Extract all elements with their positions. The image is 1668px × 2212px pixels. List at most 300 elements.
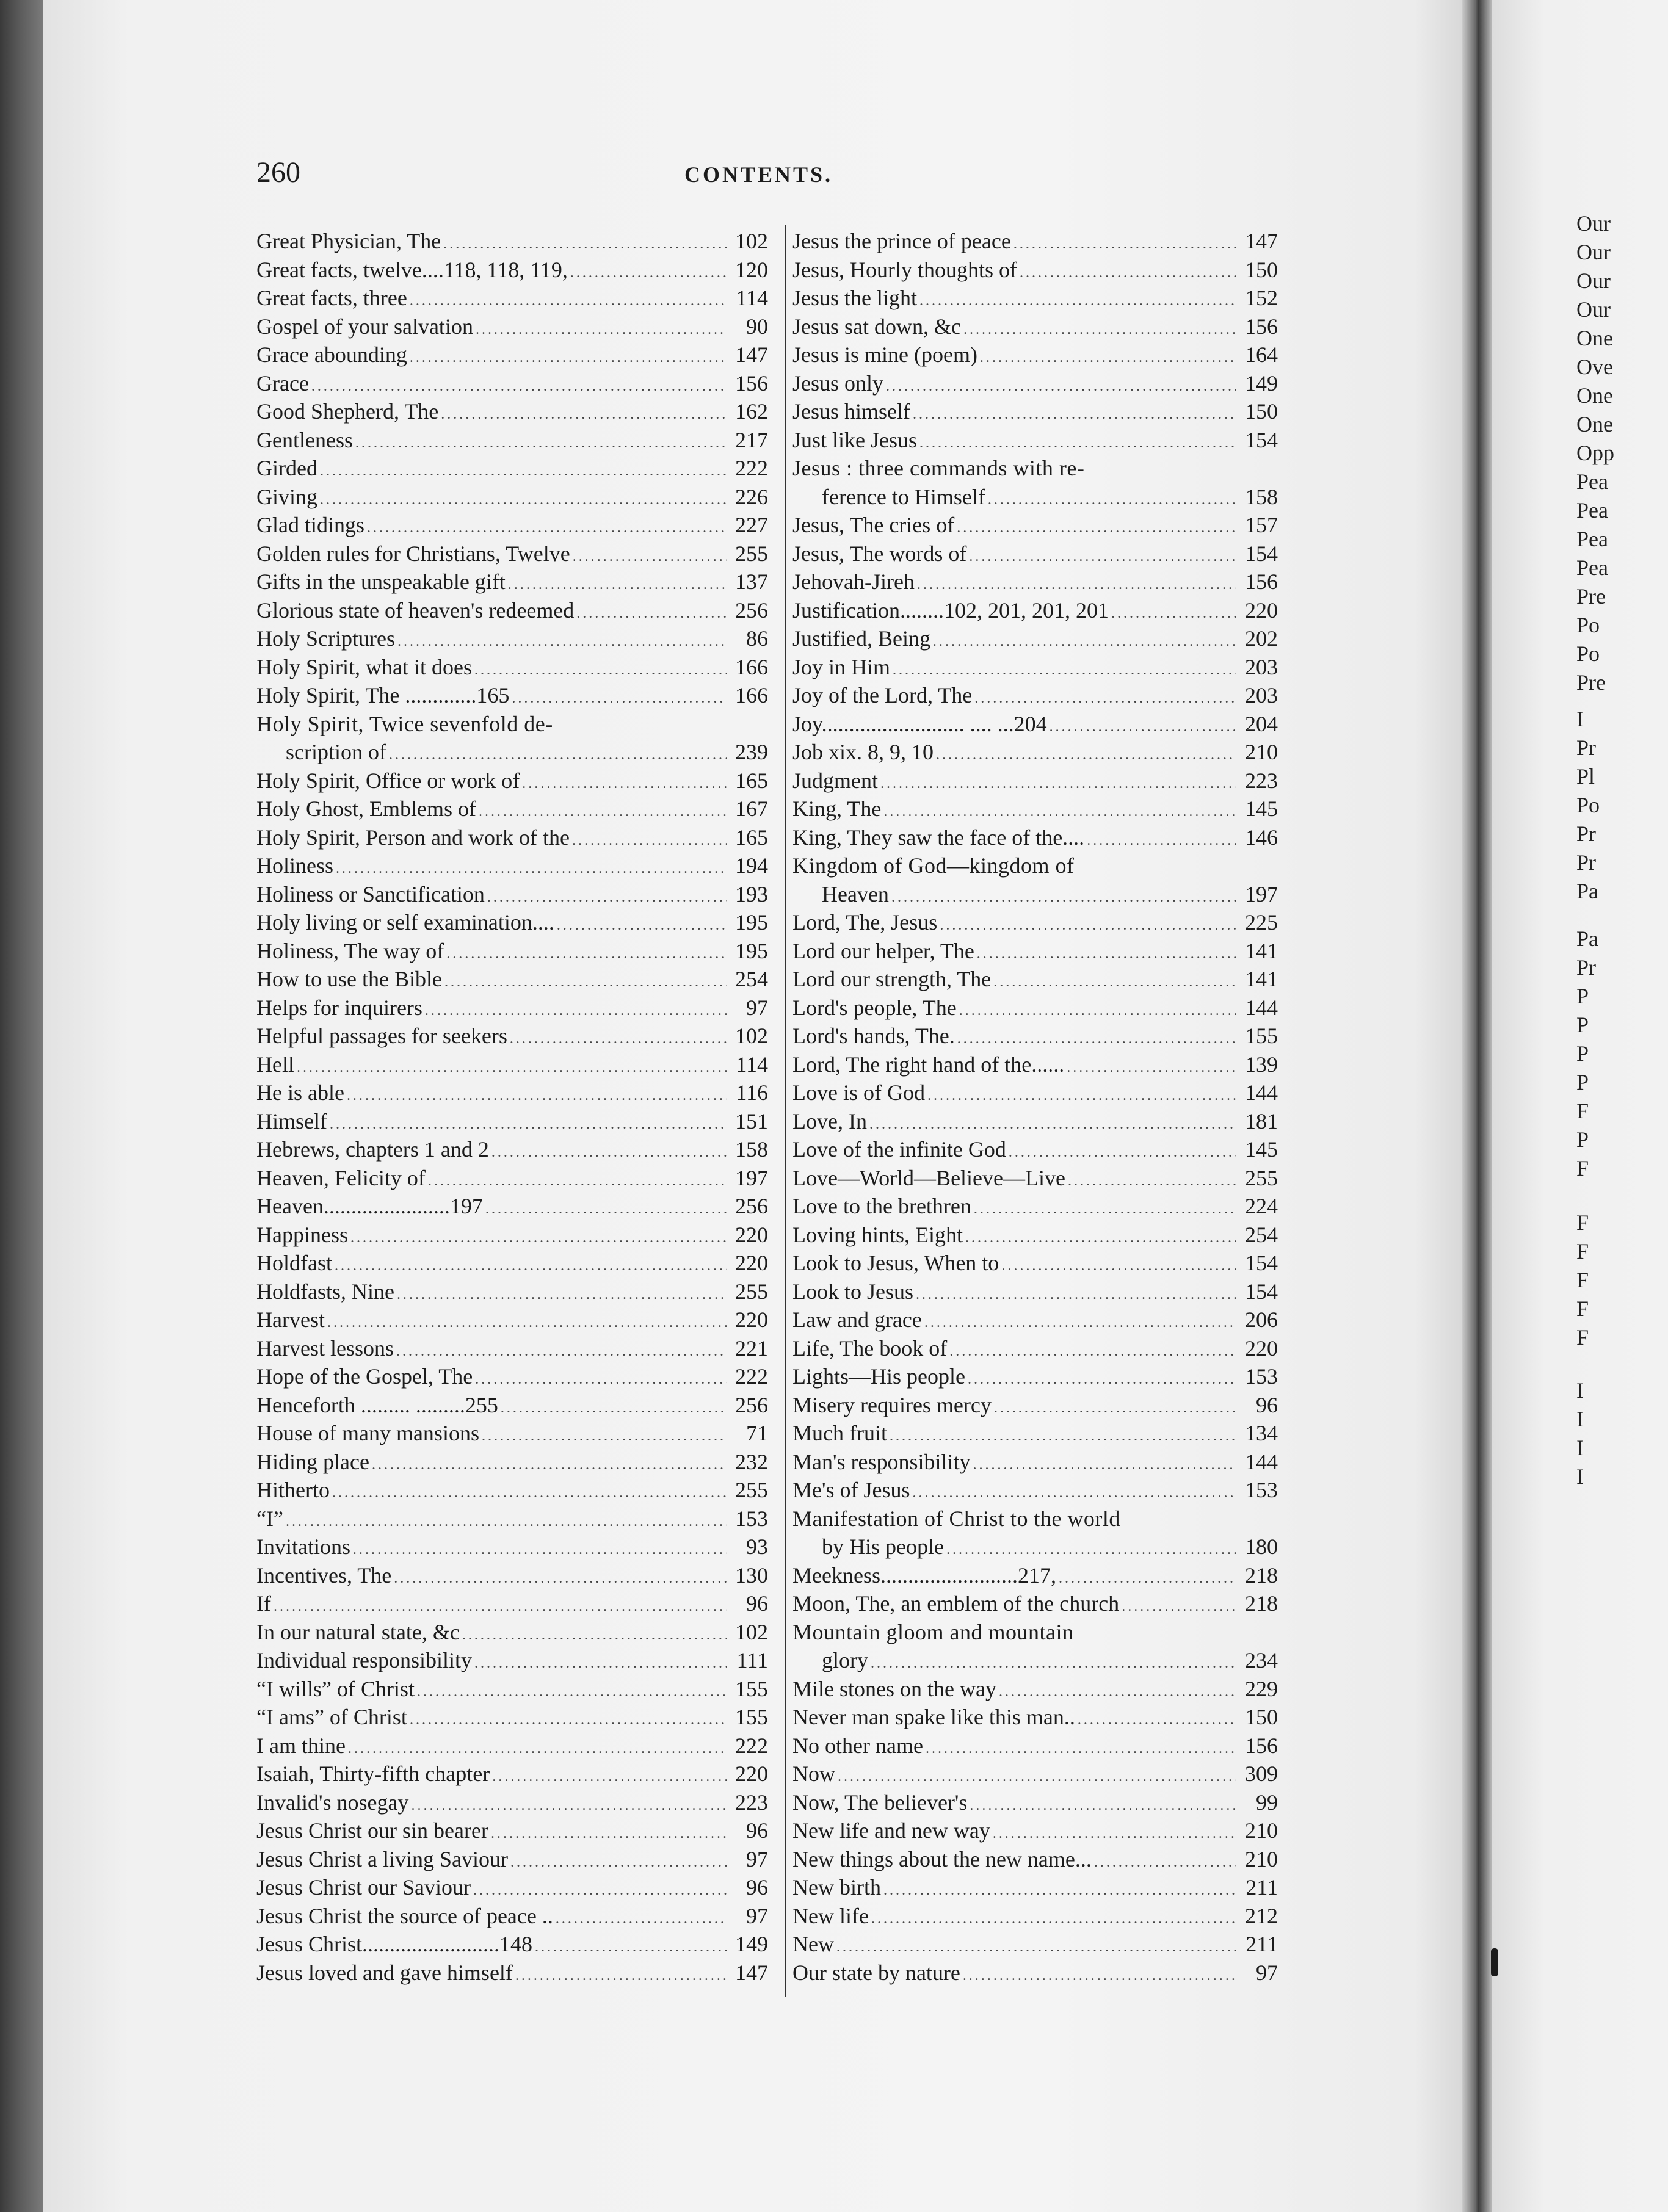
dot-leader [917, 571, 1236, 599]
facing-page-fragment: Pr [1576, 736, 1597, 760]
facing-page-fragment: Pr [1576, 955, 1597, 980]
entry-page-number: 137 [735, 569, 768, 594]
dot-leader [508, 571, 727, 599]
contents-entry [256, 1788, 768, 1817]
contents-entry [256, 256, 768, 284]
contents-entry [792, 1930, 1278, 1959]
entry-page-number: 202 [1245, 626, 1278, 651]
contents-entry [256, 596, 768, 625]
entry-page-number: 256 [735, 1194, 768, 1218]
entry-page-number: 158 [735, 1137, 768, 1162]
dot-leader [473, 1876, 727, 1905]
entry-title: Misery requires mercy [792, 1392, 992, 1417]
contents-entry [256, 1760, 768, 1788]
contents-entry [792, 540, 1278, 568]
entry-title: If [256, 1591, 271, 1616]
entry-page-number: 222 [735, 456, 768, 480]
entry-page-number: 99 [1256, 1790, 1278, 1815]
dot-leader [927, 1082, 1236, 1110]
entry-page-number: 256 [735, 1392, 768, 1417]
entry-page-number: 218 [1245, 1563, 1278, 1588]
contents-entry [256, 1107, 768, 1136]
entry-page-number: 220 [1245, 598, 1278, 623]
entry-page-number: 116 [736, 1080, 768, 1105]
contents-entry [792, 1845, 1278, 1874]
page-header [256, 156, 1261, 192]
contents-entry [256, 1703, 768, 1732]
entry-title: Justification........102, 201, 201, 201 [792, 598, 1109, 623]
entry-title: Holdfasts, Nine [256, 1279, 394, 1304]
entry-page-number: 153 [735, 1506, 768, 1531]
entry-page-number: 212 [1245, 1903, 1278, 1928]
dot-leader [974, 684, 1236, 713]
dot-leader [389, 741, 727, 770]
entry-title: Himself [256, 1108, 327, 1133]
contents-entry [256, 710, 768, 767]
facing-page-fragment: P [1576, 1041, 1589, 1066]
entry-page-number: 156 [1245, 569, 1278, 594]
entry-title: Golden rules for Christians, Twelve [256, 541, 570, 566]
entry-title: Love of the infinite God [792, 1137, 1006, 1162]
entry-title: Great facts, three [256, 286, 407, 310]
contents-entry [792, 426, 1278, 455]
entry-title: Loving hints, Eight [792, 1222, 963, 1247]
contents-entry [256, 1221, 768, 1249]
dot-leader [396, 1337, 727, 1366]
contents-entry [792, 1618, 1278, 1675]
entry-page-number: 147 [1245, 229, 1278, 253]
entry-page-number: 154 [1245, 1251, 1278, 1275]
dot-leader [994, 1394, 1236, 1423]
contents-entry [256, 1135, 768, 1164]
entry-title: Holy Spirit, Office or work of [256, 768, 520, 793]
entry-title: Judgment [792, 768, 878, 793]
contents-entry [792, 1959, 1278, 1987]
dot-leader [1009, 1138, 1236, 1167]
entry-page-number: 193 [735, 881, 768, 906]
contents-entry [792, 681, 1278, 710]
facing-page-fragment: F [1576, 1268, 1589, 1292]
entry-title-line: Jesus : three commands with re- [792, 456, 1085, 480]
dot-leader [926, 1735, 1236, 1763]
contents-entry [792, 1135, 1278, 1164]
entry-title: Jesus only [792, 370, 884, 396]
entry-title: Jesus is mine (poem) [792, 342, 977, 367]
entry-title-line: Holy Spirit, Twice sevenfold de- [256, 711, 553, 736]
entry-page-number: 229 [1245, 1676, 1278, 1701]
contents-entry [792, 994, 1278, 1022]
facing-page-fragment: Po [1576, 642, 1600, 666]
dot-leader [446, 940, 727, 969]
dot-leader [327, 1309, 727, 1337]
entry-page-number: 210 [1245, 1818, 1278, 1843]
entry-page-number: 97 [746, 1903, 768, 1928]
dot-leader [869, 1110, 1236, 1139]
contents-entry [256, 1845, 768, 1874]
contents-entry [256, 1448, 768, 1476]
entry-page-number: 255 [1245, 1165, 1278, 1190]
entry-title: Glorious state of heaven's redeemed [256, 598, 575, 623]
entry-title: Jesus Christ.........................148 [256, 1932, 533, 1956]
contents-entry [256, 1050, 768, 1079]
entry-title: Lord our helper, The [792, 938, 974, 963]
entry-title: Job xix. 8, 9, 10 [792, 740, 934, 764]
entry-title: Good Shepherd, The [256, 399, 439, 424]
entry-page-number: 96 [1256, 1392, 1278, 1417]
entry-title: Joy.......................... .... ...204 [792, 711, 1047, 736]
contents-entry [792, 823, 1278, 852]
entry-page-number: 96 [746, 1818, 768, 1843]
entry-page-number: 195 [735, 910, 768, 934]
dot-leader [883, 798, 1236, 826]
entry-page-number: 97 [1256, 1960, 1278, 1985]
contents-entry [256, 767, 768, 795]
facing-page-fragment: F [1576, 1239, 1589, 1263]
dot-leader [973, 1451, 1236, 1480]
contents-entry [256, 1646, 768, 1675]
entry-page-number: 130 [735, 1563, 768, 1588]
entry-title-line: Mountain gloom and mountain [792, 1619, 1074, 1644]
entry-page-number: 206 [1245, 1307, 1278, 1332]
contents-entry [256, 851, 768, 880]
contents-entry [256, 1419, 768, 1448]
entry-title: Heaven.......................197 [256, 1194, 483, 1218]
entry-page-number: 157 [1245, 513, 1278, 537]
contents-entry [256, 994, 768, 1022]
entry-title: How to use the Bible [256, 967, 442, 991]
contents-entry [256, 965, 768, 994]
entry-page-number: 155 [735, 1705, 768, 1729]
contents-entry [256, 1533, 768, 1561]
entry-page-number: 150 [1245, 1705, 1278, 1729]
entry-title: Girded [256, 456, 317, 480]
contents-entry [256, 227, 768, 256]
dot-leader [890, 1422, 1236, 1451]
contents-entry [256, 1192, 768, 1221]
entry-title: In our natural state, &c [256, 1619, 460, 1644]
contents-entry [256, 653, 768, 682]
entry-page-number: 97 [746, 1846, 768, 1871]
entry-page-number: 180 [1245, 1534, 1278, 1559]
contents-entry [256, 1022, 768, 1050]
contents-entry [256, 1079, 768, 1107]
entry-title: Isaiah, Thirty-fifth chapter [256, 1762, 490, 1786]
dot-leader [893, 656, 1236, 685]
contents-entry [792, 1675, 1278, 1704]
contents-entry [256, 511, 768, 540]
contents-entry [256, 313, 768, 341]
entry-page-number: 226 [735, 484, 768, 509]
dot-leader [485, 1195, 727, 1224]
entry-page-number: 86 [746, 626, 768, 651]
contents-entry [792, 284, 1278, 313]
contents-entry [792, 937, 1278, 966]
contents-entry [792, 851, 1278, 908]
entry-page-number: 162 [735, 399, 768, 424]
entry-page-number: 166 [735, 683, 768, 707]
entry-title: He is able [256, 1080, 344, 1105]
entry-title: Great Physician, The [256, 229, 441, 253]
facing-page-fragment: I [1576, 707, 1584, 731]
entry-title: Jehovah-Jireh [792, 569, 915, 594]
dot-leader [924, 1309, 1236, 1337]
contents-entry [256, 483, 768, 511]
dot-leader [570, 259, 727, 287]
entry-page-number: 102 [735, 1619, 768, 1644]
dot-leader [487, 883, 727, 912]
contents-entry [792, 767, 1278, 795]
entry-title: Look to Jesus [792, 1279, 913, 1304]
dot-leader [572, 826, 727, 855]
contents-entry [256, 624, 768, 653]
dot-leader [969, 543, 1236, 571]
entry-title: Henceforth ......... .........255 [256, 1392, 498, 1417]
entry-title: Gentleness [256, 427, 353, 452]
dot-leader [367, 514, 727, 543]
entry-title: Gospel of your salvation [256, 314, 473, 339]
entry-title: Love to the brethren [792, 1194, 971, 1218]
entry-page-number: 255 [735, 541, 768, 566]
entry-title: Invitations [256, 1534, 350, 1559]
entry-title: Never man spake like this man.. [792, 1705, 1075, 1729]
entry-page-number: 152 [1245, 286, 1278, 310]
dot-leader [492, 1763, 727, 1791]
entry-title: Individual responsibility [256, 1648, 472, 1672]
entry-page-number: 227 [735, 513, 768, 537]
entry-page-number: 144 [1245, 1449, 1278, 1474]
contents-entry [792, 1306, 1278, 1334]
dot-leader [1067, 1054, 1236, 1082]
contents-entry [256, 1561, 768, 1590]
page-number: 260 [256, 156, 300, 189]
contents-right-column [792, 227, 1278, 1987]
entry-title: Holiness [256, 853, 333, 878]
entry-page-number: 139 [1245, 1052, 1278, 1077]
book-edge [0, 0, 43, 2212]
entry-title: Heaven [822, 881, 889, 906]
facing-page-fragment: P [1576, 1127, 1589, 1152]
book-gutter [1462, 0, 1492, 2212]
contents-entry [256, 397, 768, 426]
dot-leader [999, 1678, 1236, 1707]
entry-page-number: 141 [1245, 967, 1278, 991]
entry-title: Harvest [256, 1307, 325, 1332]
facing-page-fragment: Pa [1576, 879, 1598, 903]
entry-title: Holdfast [256, 1251, 332, 1275]
entry-title: Harvest lessons [256, 1336, 394, 1361]
facing-page-fragment: P [1576, 1070, 1589, 1094]
dot-leader [557, 911, 727, 940]
entry-page-number: 220 [735, 1222, 768, 1247]
facing-page-fragment: Our [1576, 297, 1611, 322]
facing-page-fragment: P [1576, 1013, 1589, 1037]
dot-leader [347, 1082, 727, 1110]
entry-title: Much fruit [792, 1421, 887, 1445]
dot-leader [510, 1025, 727, 1054]
contents-entry [792, 1448, 1278, 1476]
entry-title: Lord, The, Jesus [792, 910, 938, 934]
dot-leader [1059, 1564, 1236, 1593]
entry-title: Heaven, Felicity of [256, 1165, 426, 1190]
facing-page-fragment: Our [1576, 269, 1611, 293]
contents-entry [256, 1618, 768, 1647]
entry-page-number: 223 [735, 1790, 768, 1815]
dot-leader [946, 1536, 1236, 1564]
dot-leader [963, 316, 1236, 344]
facing-page-fragment: Pea [1576, 527, 1608, 551]
contents-entry [792, 1079, 1278, 1107]
contents-entry [256, 908, 768, 937]
dot-leader [417, 1678, 727, 1707]
facing-page-fragment: Po [1576, 613, 1600, 637]
dot-leader [933, 627, 1236, 656]
contents-entry [792, 1505, 1278, 1561]
entry-page-number: 155 [1245, 1024, 1278, 1048]
entry-title: Lord's people, The [792, 995, 957, 1020]
contents-entry [792, 256, 1278, 284]
entry-page-number: 197 [735, 1165, 768, 1190]
entry-page-number: 210 [1245, 740, 1278, 764]
facing-page-fragment: One [1576, 383, 1613, 408]
entry-page-number: 114 [736, 286, 768, 310]
dot-leader [968, 1365, 1236, 1394]
entry-page-number: 156 [1245, 1733, 1278, 1758]
facing-page-fragment: I [1576, 1407, 1584, 1431]
entry-title: Holy living or self examination.... [256, 910, 554, 934]
running-head: CONTENTS. [684, 162, 833, 187]
dot-leader [397, 627, 727, 656]
entry-title: Holy Spirit, Person and work of the [256, 825, 570, 850]
entry-page-number: 254 [735, 967, 768, 991]
dot-leader [512, 684, 727, 713]
contents-entry [792, 397, 1278, 426]
dot-leader [428, 1167, 727, 1196]
entry-title: New things about the new name... [792, 1846, 1092, 1871]
facing-page-fragment: Pr [1576, 822, 1597, 846]
dot-leader [919, 287, 1236, 316]
dot-leader [573, 543, 727, 571]
entry-title: New birth [792, 1875, 881, 1899]
dot-leader [491, 1820, 727, 1848]
dot-leader [476, 316, 727, 344]
contents-entry [256, 1334, 768, 1363]
dot-leader [957, 1025, 1236, 1054]
dot-leader [462, 1621, 727, 1650]
contents-entry [792, 653, 1278, 682]
dot-leader [836, 1933, 1236, 1962]
contents-entry [792, 1221, 1278, 1249]
dot-leader [474, 1649, 727, 1678]
dot-leader [474, 656, 727, 685]
dot-leader [988, 486, 1236, 515]
entry-page-number: 156 [735, 370, 768, 396]
dot-leader [871, 1905, 1236, 1934]
contents-entry [792, 1703, 1278, 1732]
contents-entry [792, 1902, 1278, 1931]
contents-entry [256, 1362, 768, 1391]
entry-title: Jesus the prince of peace [792, 229, 1011, 253]
contents-entry [256, 1306, 768, 1334]
entry-page-number: 153 [1245, 1478, 1278, 1502]
dot-leader [974, 1195, 1236, 1224]
entry-title: Jesus Christ a living Saviour [256, 1846, 508, 1871]
facing-page-fragment: P [1576, 984, 1589, 1008]
entry-page-number: 220 [735, 1307, 768, 1332]
dot-leader [1068, 1167, 1236, 1196]
dot-leader [556, 1905, 727, 1934]
entry-page-number: 255 [735, 1478, 768, 1502]
contents-entry [792, 1164, 1278, 1193]
dot-leader [970, 1791, 1236, 1820]
entry-title: by His people [822, 1534, 944, 1559]
contents-entry [792, 454, 1278, 511]
entry-page-number: 145 [1245, 1137, 1278, 1162]
entry-page-number: 147 [735, 1960, 768, 1985]
dot-leader [1001, 1252, 1236, 1281]
entry-title: Moon, The, an emblem of the church [792, 1591, 1120, 1616]
entry-page-number: 155 [735, 1676, 768, 1701]
dot-leader [491, 1138, 727, 1167]
dot-leader [443, 230, 727, 259]
dot-leader [320, 486, 727, 515]
contents-entry [256, 1391, 768, 1420]
entry-title: scription of [286, 740, 386, 764]
dot-leader [397, 1281, 727, 1309]
dot-leader [320, 457, 727, 486]
dot-leader [916, 1281, 1236, 1309]
entry-page-number: 96 [746, 1875, 768, 1899]
entry-title: Meekness.........................217, [792, 1563, 1056, 1588]
contents-entry [256, 1873, 768, 1902]
entry-title: Me's of Jesus [792, 1478, 910, 1502]
entry-title: Great facts, twelve....118, 118, 119, [256, 257, 568, 282]
entry-title: Invalid's nosegay [256, 1790, 409, 1815]
dot-leader [1122, 1592, 1236, 1621]
dot-leader [940, 911, 1236, 940]
contents-entry [792, 738, 1278, 767]
entry-page-number: 156 [1245, 314, 1278, 339]
contents-entry [256, 1902, 768, 1931]
entry-title: House of many mansions [256, 1421, 479, 1445]
entry-title: Mile stones on the way [792, 1676, 996, 1701]
dot-leader [330, 1110, 727, 1139]
dot-leader [336, 855, 727, 883]
dot-leader [372, 1451, 727, 1480]
entry-title: New [792, 1932, 834, 1956]
contents-entry [792, 1816, 1278, 1845]
entry-title: Hope of the Gospel, The [256, 1364, 473, 1389]
entry-page-number: 181 [1245, 1108, 1278, 1133]
contents-entry [256, 1816, 768, 1845]
dot-leader [1094, 1848, 1236, 1877]
contents-entry [256, 1959, 768, 1987]
entry-title: Now [792, 1762, 835, 1786]
contents-entry [256, 937, 768, 966]
facing-page-fragment: F [1576, 1296, 1589, 1321]
contents-entry [256, 823, 768, 852]
entry-page-number: 114 [736, 1052, 768, 1077]
contents-entry [256, 568, 768, 596]
dot-leader [350, 1224, 727, 1252]
entry-page-number: 232 [735, 1449, 768, 1474]
entry-page-number: 211 [1246, 1932, 1278, 1956]
dot-leader [1087, 826, 1236, 855]
entry-page-number: 90 [746, 314, 768, 339]
entry-title: Joy of the Lord, The [792, 683, 973, 707]
entry-title: Jesus, The cries of [792, 513, 955, 537]
entry-page-number: 166 [735, 654, 768, 679]
facing-page-fragment: Pea [1576, 555, 1608, 580]
